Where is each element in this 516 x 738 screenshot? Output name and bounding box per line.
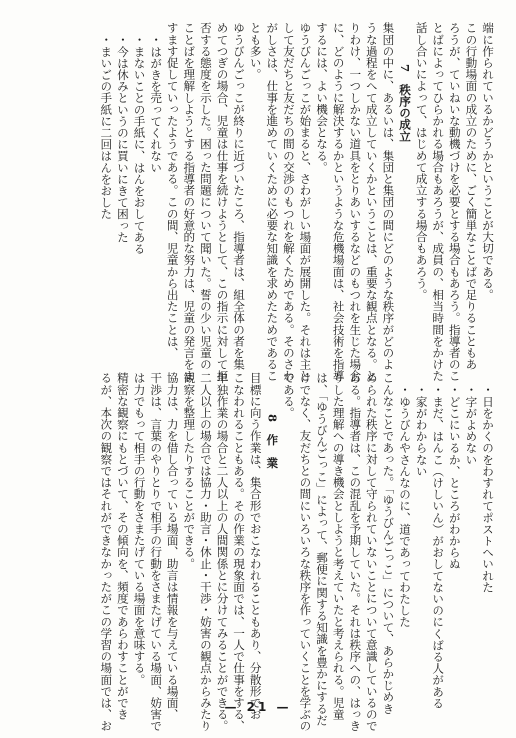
text-line: ゆうびんごっこが終りに近づいたころ、指導者は、組全体の者を集 [232,22,247,370]
text-line: ・字がよめない [464,383,479,465]
text-line: するには、よい機会となる。 [315,22,330,173]
text-line: 観察を整理したりすることができる。 [182,372,197,570]
text-line: して友だちと友だちの間の交渉のもつれを解くためである。そのさわ [281,22,296,382]
page-number: — 21 — [224,700,292,714]
text-line: は、「ゆうびんごっこ」によって、郵便に関する知識を豊かにするだ [315,372,330,726]
text-line: うな過程をへて成立していくかということは、重要な観点となる。と [364,22,379,382]
text-line: 否する態度を示した。困った問題について聞いた。誓の少い児童の [198,22,213,370]
text-line: ろうが、ていねいな動機づけを必要とする場合もあろう。指導者のこ [447,22,462,382]
text-line: ・どこにいるか、ところがわからぬ [447,383,462,570]
section-heading: 8 作 業 [265,413,280,469]
text-line: は力でもって相手の行動をさまたげている場面を意味する。 [132,372,147,686]
text-line: とばによってひらかれる場合もあろうが、成員の、相当時間をかけた [431,22,446,382]
text-line: りした理解への導き機会としようと考えていたと考えられる。児童 [331,372,346,720]
text-line: こなわれることもある。その作業の現象面では、一人で仕事をする、 [232,372,247,732]
text-line: ・ゆうびんやさんなのに、道であってわたした [398,383,413,628]
text-line: ・日をかくのをわすれてポストへいれた [481,383,495,593]
text-line: とも多い。 [248,22,263,80]
text-line: である。 [281,372,296,419]
text-line: がしさは、仕事を進めていくために必要な知識を求めたためであるこ [265,22,280,382]
text-line: 話し合いによって、はじめて成立する場合もあろう。 [414,22,429,301]
text-line: 端に作られているかどうかということが大切である。 [481,22,495,301]
text-line: 精密な観察にもとづいて、その傾向を、頻度であらわすことができ [115,372,130,720]
text-line: ある。指導者は、この混乱を予期していた。それは秩序への、はっき [348,372,363,732]
text-line: 二人以上の場合では協力・助言・休止・干渉・妨害の観点からみたり [198,372,213,732]
text-line: められた秩序に対して守られていないことについて意識しているので [364,372,379,732]
text-line: すます促していったようである。この間、児童から出たことは、 [165,22,180,359]
text-line: るが、本次の観察ではそれができなかったがこの学習の場面では、お [99,372,114,732]
text-line: 単独作業の場合と二人以上の人間関係とに分けてみることができる。 [215,372,230,732]
text-line: に、どのように解決するかというような危機場面は、社会技術を指導 [331,22,346,382]
text-line: この行動場面の成立のために、ごく簡単なことばで足りることもあ [464,22,479,370]
top-text-block [16,22,496,382]
text-line: ・今は休みというのに買いにきて困った [115,33,130,243]
text-line: 目標に向う作業は、集合形でおこなわれることもあり、分散形でお [248,372,263,720]
text-line: ことばを理解しようとする指導者の好意的な努力は、児童の発言をま [182,22,197,382]
text-line: ゆうびんごっこが始まると、さわがしい場面が展開した。それは主と [298,22,313,382]
text-line: 協力は、力を借し合っている場面、助言は情報を与えている場面、 [165,372,180,720]
section-heading: 7 秩序の成立 [398,63,413,142]
text-line: けでなく、友だちとの間にいろいろな秩序を作っていくことを学ぶの [298,372,313,732]
text-line: めてつぎの場合、児童は仕事を続けようとして、この指示に対して拒 [215,22,230,382]
text-line: ・まいごの手紙に二回はんをおした [99,33,114,220]
text-line: ・家がわからない [414,383,429,477]
text-line: ・まだ、はんこ（けしいん）がおしてないのにくばる人がある [431,383,446,709]
text-line: ・はがきを売ってくれない [149,33,164,173]
text-line: りわけ、一つしかない道具をとりあいするなどのもつれを生じた場合 [348,22,363,382]
text-line: ・まないことの手紙に、はんをおしてある [132,33,147,254]
text-line: 干渉は、言葉のやりとりで相手の行動をさまたげている場面、妨害で [149,372,164,732]
text-line: こんなことであった。「ゆうびんごっこ」について、あらかじめき [381,372,396,715]
text-line: 集団の中に、あるいは、集団と集団の間にどのような秩序がどのよ [381,22,396,370]
